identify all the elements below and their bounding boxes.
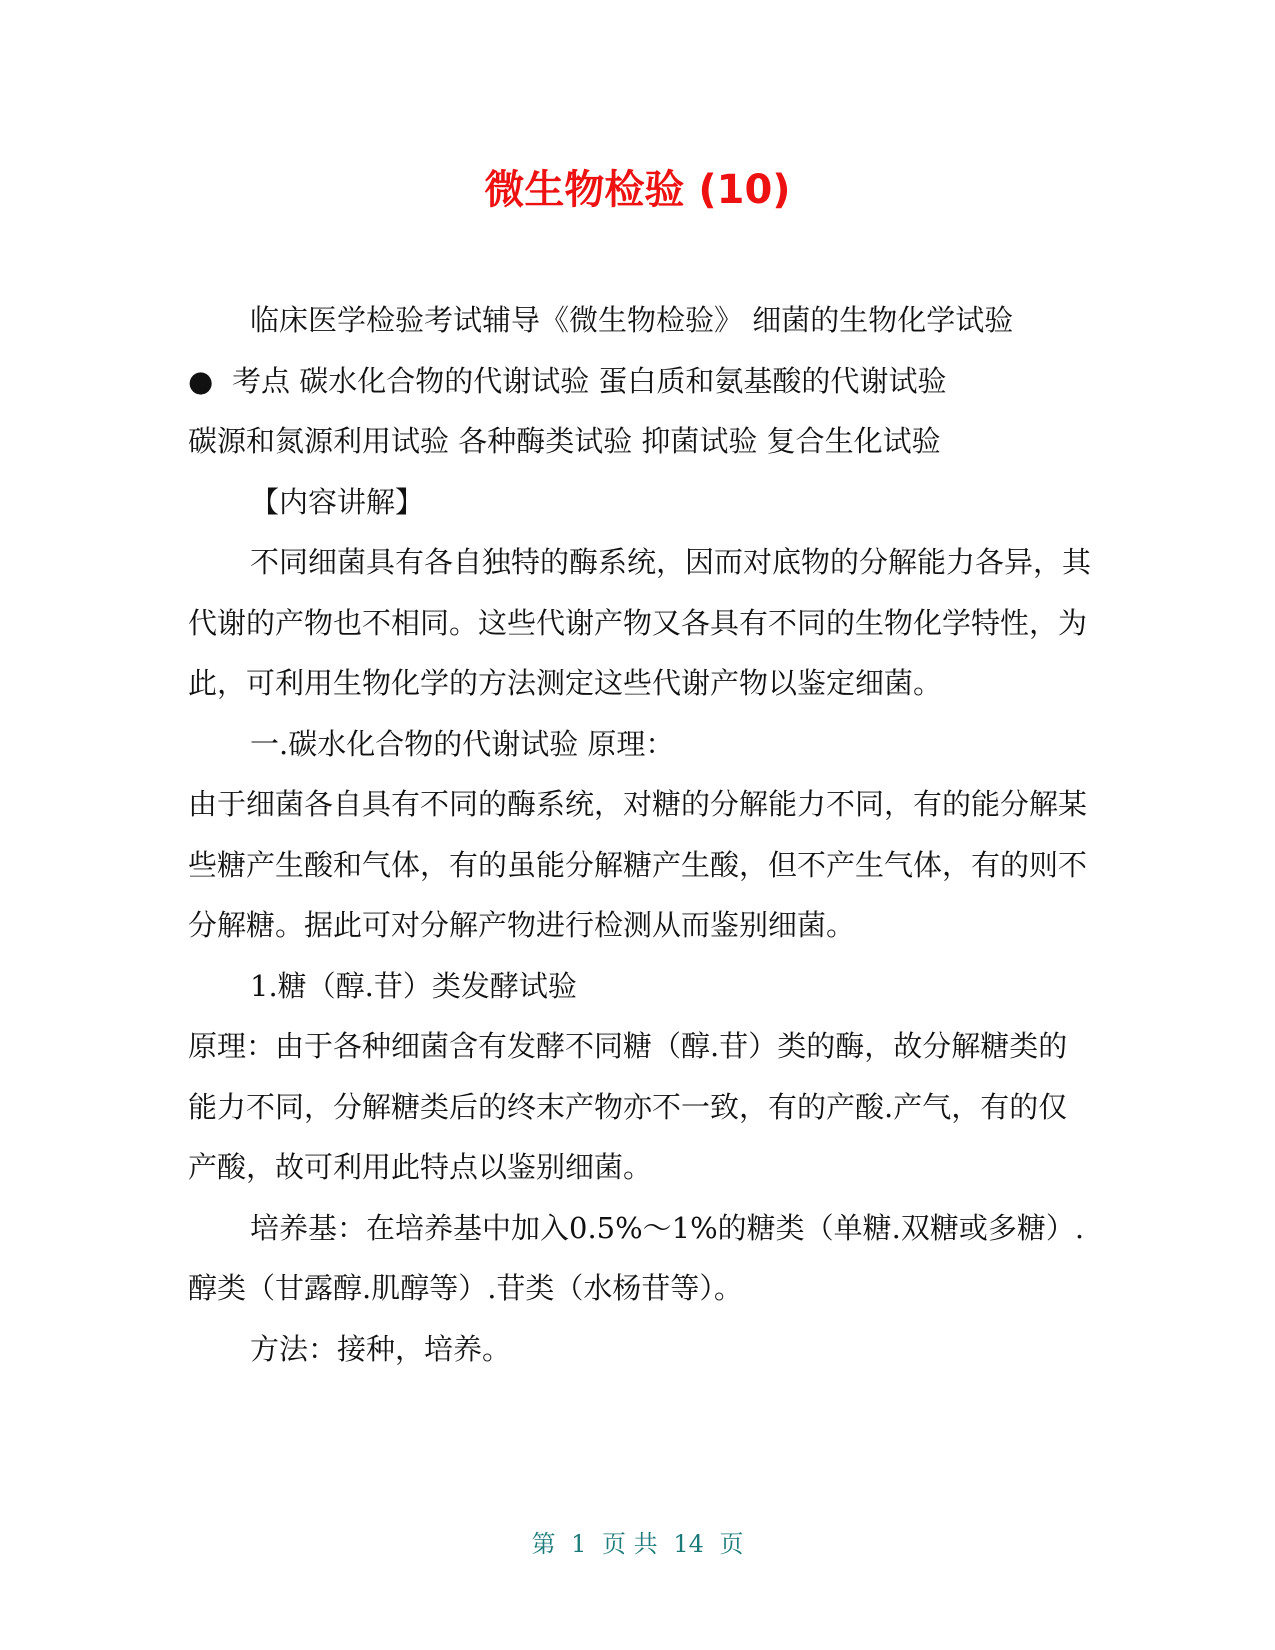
footer-middle: 页 共 bbox=[602, 1530, 658, 1558]
document-title: 微生物检验 (10) bbox=[484, 167, 791, 213]
key-points-line bbox=[188, 351, 1093, 412]
section-heading-content: 【内容讲解】 bbox=[250, 484, 425, 519]
method-paragraph: 方法：接种，培养。 bbox=[250, 1331, 512, 1366]
key-points-line-2: 碳源和氮源利用试验 各种酶类试验 抑菌试验 复合生化试验 bbox=[188, 424, 941, 458]
footer-total-pages: 14 bbox=[673, 1530, 704, 1558]
footer-suffix: 页 bbox=[719, 1530, 744, 1558]
principle-paragraph: 由于细菌各自具有不同的酶系统，对糖的分解能力不同，有的能分解某些糖产生酸和气体，有的虽能分解糖产生酸，但不产生气体，有的则不分解糖。据此可对分解产物进行检测从而鉴别细菌。 bbox=[188, 787, 1088, 942]
fermentation-principle-paragraph: 原理：由于各种细菌含有发酵不同糖（醇.苷）类的酶，故分解糖类的能力不同，分解糖类后的终末产物亦不一致，有的产酸.产气，有的仅产酸，故可利用此特点以鉴别细菌。 bbox=[188, 1029, 1068, 1184]
section-heading-carbohydrate: 一.碳水化合物的代谢试验 原理： bbox=[250, 726, 675, 761]
key-points-text: 考点 碳水化合物的代谢试验 蛋白质和氨基酸的代谢试验 bbox=[232, 363, 947, 398]
document-body bbox=[188, 290, 1093, 1379]
medium-paragraph: 培养基：在培养基中加入0.5%～1%的糖类（单糖.双糖或多糖）.醇类（甘露醇.肌醇等）.苷类（水杨苷等）。 bbox=[188, 1210, 1085, 1305]
subsection-heading-fermentation: 1.糖（醇.苷）类发酵试验 bbox=[250, 968, 577, 1003]
footer-current-page: 1 bbox=[571, 1530, 587, 1558]
bullet-icon: ● bbox=[188, 363, 214, 398]
footer-prefix: 第 bbox=[531, 1530, 556, 1558]
intro-paragraph: 临床医学检验考试辅导《微生物检验》 细菌的生物化学试验 bbox=[250, 303, 1014, 337]
page-footer bbox=[0, 1528, 1275, 1560]
content-paragraph: 不同细菌具有各自独特的酶系统，因而对底物的分解能力各异，其代谢的产物也不相同。这些代谢产物又各具有不同的生物化学特性，为此，可利用生物化学的方法测定这些代谢产物以鉴定细菌。 bbox=[188, 545, 1092, 700]
